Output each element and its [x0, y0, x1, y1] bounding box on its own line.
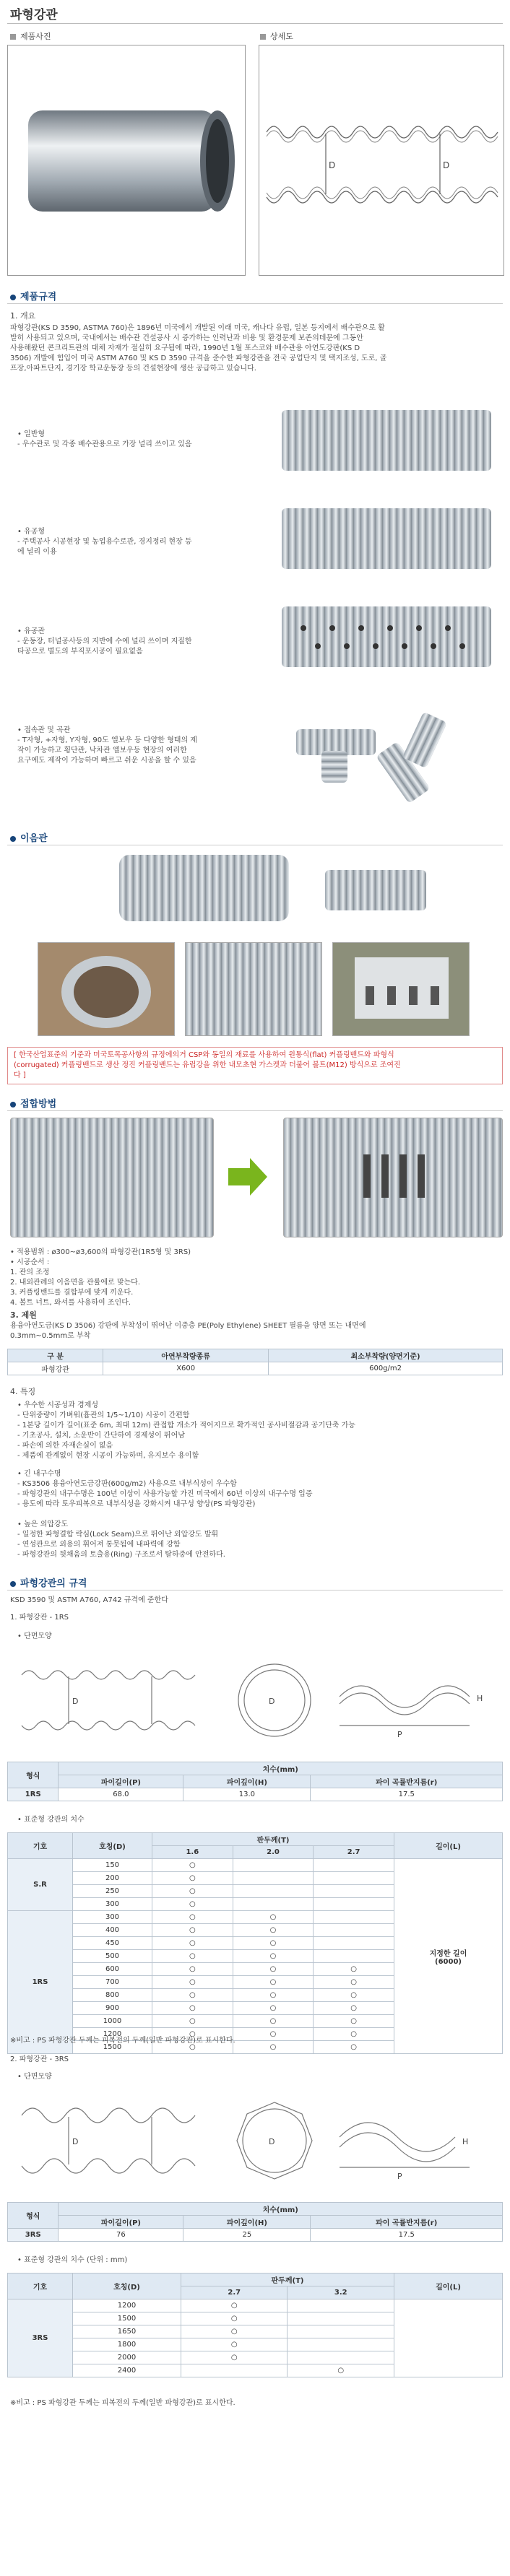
pipe-header: 판두께(T): [181, 2273, 394, 2286]
size-cell: 600: [73, 1963, 152, 1976]
dim-cell: 76: [59, 2229, 183, 2242]
mark-cell: ○: [152, 2015, 233, 2028]
mark-cell: [233, 1898, 314, 1911]
thick-header: 2.7: [314, 1846, 394, 1859]
method-step-2: 2. 내외관례의 이음면을 관률에로 맞는다.: [10, 1279, 140, 1287]
mark-cell: ○: [233, 1950, 314, 1963]
joint-heading: 이음관: [10, 830, 48, 844]
mark-cell: [288, 2338, 394, 2351]
flat-band-image: [325, 870, 426, 910]
standard-heading: 파형강관의 규격: [10, 1575, 87, 1589]
method-step-1: 1. 관의 조정: [10, 1269, 50, 1276]
size-cell: 1000: [73, 2015, 152, 2028]
arrow-right-icon: [228, 1155, 269, 1198]
feature-group-1: • 우수한 시공성과 경제성 - 단위중량이 가벼워(흄관의 1/5~1/10) 시공이 간편함 - 1본당 길이가 길어(표준 6m, 최대 12m) 관접합 개소가 적어지므로 확가적인 공사비절감과 공기단축 가능 - 기초공사, 설치, 소운반이 간단하여 경제성이 뛰어남 - 파손에 의한 자재손실이 없음 - 제품에 관계없이 현장 시공이 가능하며, 유지보수 용이함: [17, 1401, 355, 1460]
detail-label: 상세도: [260, 30, 293, 42]
method-divider: [7, 1110, 503, 1111]
svg-text:D: D: [269, 2137, 275, 2146]
length-cell: 지정한 길이 (6000): [394, 1859, 503, 2054]
coating-title: 3. 제원: [10, 1310, 37, 1320]
type-general: • 일반형 - 우수관로 및 각종 배수관용으로 가장 널리 쓰이고 있음: [17, 430, 192, 448]
pipe-label-2: • 표준형 강관의 치수 (단위 : mm): [17, 2256, 128, 2264]
dim-cell: 17.5: [311, 1788, 503, 1801]
method-heading: 접합방법: [10, 1096, 56, 1110]
mark-cell: ○: [152, 1898, 233, 1911]
elbow-fitting-upper: [402, 712, 447, 769]
pipe-table-3rs: [7, 2273, 503, 2377]
table2-note: ※비고 : PS 파형강관 두께는 피복전의 두께(일반 파형강관)로 표시한다.: [10, 2399, 235, 2407]
mark-cell: ○: [152, 1937, 233, 1950]
detail-drawing-box: [259, 45, 504, 276]
shape-label-2: • 단면모양: [17, 2073, 52, 2081]
svg-text:H: H: [477, 1694, 483, 1703]
mark-cell: ○: [152, 1859, 233, 1872]
mark-cell: [314, 1859, 394, 1872]
mark-cell: ○: [152, 1963, 233, 1976]
size-cell: 300: [73, 1911, 152, 1924]
dim-cell: 17.5: [311, 2229, 503, 2242]
dim-cell: 1RS: [8, 1788, 59, 1801]
thick-header: 2.0: [233, 1846, 314, 1859]
mark-cell: ○: [181, 2312, 288, 2325]
mark-cell: [233, 1859, 314, 1872]
method-spec-line: • 적용범위 : ø300~ø3,600의 파형강관(1R5형 및 3RS): [10, 1248, 191, 1256]
thick-header: 2.7: [181, 2286, 288, 2299]
overview-title: 1. 개요: [10, 311, 36, 321]
mark-cell: ○: [233, 2028, 314, 2041]
mark-cell: ○: [314, 1976, 394, 1989]
size-cell: 2000: [73, 2351, 181, 2364]
mark-cell: [288, 2351, 394, 2364]
overview-text: 파형강관(KS D 3590, ASTMA 760)은 1896년 미국에서 개발된 이래 미국, 캐나다 유럽, 일본 등지에서 배수관으로 활 발히 사용되고 있으며, 국내에서는 배수관 건설공사 시 증가하는 인력난과 비용 및 환경문제 보존의데문에 그동안 사용해왔던 콘크리트관의 대체 자재가 절실히 요구됨에 따라, 1990년 1월 포스코와 배수관용 아연도강판(KS D 3506) 개발에 힘입어 미국 ASTM A760 및 KS D 3590 규격을 준수한 파형강관을 전국 공업단지 및 택지조성, 도로, 골 프장,아파트단지, 경기장 학교운동장 등의 건설현장에 생산 공급하고 있습니다.: [10, 324, 387, 373]
joint-photo-1: [38, 942, 175, 1036]
mark-cell: ○: [314, 1989, 394, 2002]
mark-cell: ○: [314, 1963, 394, 1976]
mark-cell: [314, 1898, 394, 1911]
standard-ref: KSD 3590 및 ASTM A760, A742 규격에 준한다: [10, 1596, 168, 1604]
mark-cell: [181, 2364, 288, 2377]
mark-cell: ○: [152, 1950, 233, 1963]
dim-header-type: 형식: [8, 1762, 59, 1788]
mark-cell: ○: [181, 2299, 288, 2312]
joint-photo-3: [332, 942, 470, 1036]
title-divider: [7, 23, 503, 24]
photo-label: 제품사진: [10, 30, 51, 42]
code-cell: 1RS: [8, 1911, 73, 2054]
feature-group-3: • 높은 외압강도 - 일정한 파형결합 락심(Lock Seam)으로 뛰어난 외압강도 발휘 - 연성관으로 외용의 휘어져 통뭇됨에 내파력에 강함 - 파형강관의 뒷채움의 토출용(Ring) 구조로서 탈하중에 안전하다.: [17, 1520, 225, 1559]
dim-cell: 25: [183, 2229, 311, 2242]
mark-cell: ○: [152, 1885, 233, 1898]
mark-cell: ○: [181, 2351, 288, 2364]
pipe-header: 호칭(D): [73, 2273, 181, 2299]
pipe-table-1rs: [7, 1832, 503, 2054]
perforated-pipe-image: [282, 508, 491, 569]
pipe-header: 기호: [8, 2273, 73, 2299]
mark-cell: ○: [181, 2325, 288, 2338]
mark-cell: [288, 2299, 394, 2312]
size-cell: 200: [73, 1872, 152, 1885]
part1-title: 1. 파형강관 - 1RS: [10, 1614, 69, 1622]
mark-cell: ○: [152, 2028, 233, 2041]
size-cell: 1200: [73, 2028, 152, 2041]
type-fittings: • 접속관 및 곡관 - T자형, +자형, Y자형, 90도 엘보우 등 다양한 형태의 제 작이 가능하고 횡단관, 낙차관 엘보우등 현장의 여러한 요구에도 제작이 가능하며 빠르고 쉬운 시공을 할 수 있음: [17, 726, 197, 765]
mark-cell: [314, 1950, 394, 1963]
general-pipe-image: [282, 410, 491, 471]
svg-text:P: P: [397, 1730, 402, 1739]
mark-cell: [288, 2325, 394, 2338]
mark-cell: ○: [233, 1989, 314, 2002]
dim-table-3rs: [7, 2202, 503, 2242]
mark-cell: ○: [152, 1911, 233, 1924]
page-title: 파형강관: [10, 8, 58, 22]
size-cell: 2400: [73, 2364, 181, 2377]
thick-header: 3.2: [288, 2286, 394, 2299]
mark-cell: ○: [314, 2041, 394, 2054]
mark-cell: [314, 1872, 394, 1885]
standard-divider: [7, 1590, 503, 1591]
coating-cell: 파형강관: [8, 1362, 103, 1375]
dim-title: 치수(mm): [59, 2203, 503, 2216]
size-cell: 300: [73, 1898, 152, 1911]
mark-cell: ○: [152, 1976, 233, 1989]
size-cell: 700: [73, 1976, 152, 1989]
spec-heading: 제품규격: [10, 289, 56, 303]
joining-before-photo: [10, 1118, 214, 1237]
mark-cell: ○: [233, 2002, 314, 2015]
joint-photo-2: [185, 942, 322, 1036]
size-cell: 450: [73, 1937, 152, 1950]
dim-header: 파이 곡률반지름(r): [311, 1775, 503, 1788]
coating-header: 최소부착량(양면기준): [269, 1349, 503, 1362]
holed-pipe-image: [282, 606, 491, 667]
size-cell: 1500: [73, 2041, 152, 2054]
table1-note: ※비고 : PS 파형강관 두께는 피복전의 두께(일반 파형강관)로 표시한다.: [10, 2037, 235, 2045]
mark-cell: [314, 1911, 394, 1924]
coating-cell: 600g/m2: [269, 1362, 503, 1375]
mark-cell: ○: [152, 1924, 233, 1937]
size-cell: 250: [73, 1885, 152, 1898]
dim-title: 치수(mm): [59, 1762, 503, 1775]
type-holed: • 유공관 - 운동장, 터널공사등의 지반에 수에 널리 쓰이며 지질한 타공으로 별도의 부직포시공이 필요없음: [17, 627, 192, 656]
code-cell: S.R: [8, 1859, 73, 1911]
method-step-4: 4. 볼트 너트, 와셔를 사용하여 조인다.: [10, 1299, 131, 1307]
thick-header: 1.6: [152, 1846, 233, 1859]
dim-header: 파이깊이(H): [183, 2216, 311, 2229]
pipe-header: 길이(L): [394, 1833, 503, 1859]
svg-text:H: H: [462, 2137, 469, 2146]
features-title: 4. 특징: [10, 1387, 36, 1396]
table-row: [8, 2299, 503, 2312]
dim-header: 파이깊이(H): [183, 1775, 311, 1788]
type-perforated: • 유공형 - 주택공사 시공현장 및 농업용수로관, 경지정리 현장 등 에 널리 이용: [17, 528, 192, 556]
dim-header: 파이길이(P): [59, 2216, 183, 2229]
size-cell: 1800: [73, 2338, 181, 2351]
dim-header-type: 형식: [8, 2203, 59, 2229]
mark-cell: [314, 1937, 394, 1950]
method-step-3: 3. 커플링밴드를 결합부에 맞게 끼운다.: [10, 1289, 134, 1297]
dim-cell: 3RS: [8, 2229, 59, 2242]
coating-header: 구 분: [8, 1349, 103, 1362]
mark-cell: ○: [152, 1872, 233, 1885]
size-cell: 900: [73, 2002, 152, 2015]
dim-cell: 68.0: [59, 1788, 183, 1801]
mark-cell: ○: [233, 2015, 314, 2028]
pipe-header: 길이(L): [394, 2273, 503, 2299]
feature-group-2: • 긴 내구수명 - KS3506 용융아연도금강판(600g/m2) 사용으로 내부식성이 우수함 - 파형강관의 내구수명은 100년 이상이 사용가능할 가진 미국에서 60년 이상의 내구수명 입증 - 용도에 따라 토우피복으로 내부식성을 강화시켜 내구성 향상(PS 파형강관): [17, 1470, 313, 1508]
mark-cell: ○: [233, 2041, 314, 2054]
size-cell: 1200: [73, 2299, 181, 2312]
table-row: [8, 1859, 503, 1872]
shape-label-1: • 단면모양: [17, 1632, 52, 1640]
part2-title: 2. 파형강관 - 3RS: [10, 2055, 69, 2063]
svg-text:P: P: [397, 2172, 402, 2181]
mark-cell: [233, 1885, 314, 1898]
section-diagram-3rs: [14, 2087, 503, 2188]
svg-text:D: D: [443, 160, 450, 170]
size-cell: 800: [73, 1989, 152, 2002]
mark-cell: [288, 2312, 394, 2325]
svg-text:D: D: [72, 2137, 79, 2146]
dim-header: 파이길이(P): [59, 1775, 183, 1788]
mark-cell: ○: [233, 1937, 314, 1950]
spec-divider: [7, 303, 503, 304]
section-diagram-1rs: [14, 1646, 503, 1747]
coating-text: 용융아연도금(KS D 3506) 강판에 부착성이 뛰어난 이중층 PE(Poly Ethylene) SHEET 필름을 양면 또는 내면에 0.3mm~0.5mm로 부착: [10, 1322, 366, 1340]
pipe-label-1: • 표준형 강관의 치수: [17, 1816, 85, 1824]
size-cell: 1650: [73, 2325, 181, 2338]
svg-text:D: D: [72, 1697, 79, 1706]
corrugated-pipe-photo: [8, 45, 245, 275]
joining-after-photo: [283, 1118, 503, 1237]
mark-cell: ○: [181, 2338, 288, 2351]
mark-cell: ○: [314, 2028, 394, 2041]
pipe-header: 판두께(T): [152, 1833, 394, 1846]
mark-cell: ○: [233, 1976, 314, 1989]
mark-cell: ○: [314, 2002, 394, 2015]
method-steps-title: • 시공순서 :: [10, 1258, 50, 1266]
mark-cell: ○: [314, 2015, 394, 2028]
size-cell: 500: [73, 1950, 152, 1963]
detail-drawing: [259, 45, 503, 275]
svg-text:D: D: [329, 160, 336, 170]
coating-header: 아연부착량종류: [103, 1349, 269, 1362]
mark-cell: ○: [233, 1924, 314, 1937]
dim-table-1rs: [7, 1762, 503, 1801]
code-cell: 3RS: [8, 2299, 73, 2377]
pipe-header: 기호: [8, 1833, 73, 1859]
size-cell: 1500: [73, 2312, 181, 2325]
mark-cell: ○: [152, 1989, 233, 2002]
product-photo-box: [7, 45, 246, 276]
svg-text:D: D: [269, 1697, 275, 1706]
mark-cell: ○: [152, 2041, 233, 2054]
mark-cell: [314, 1924, 394, 1937]
mark-cell: ○: [152, 2002, 233, 2015]
tee-fitting-leg: [321, 751, 347, 783]
mark-cell: [314, 1885, 394, 1898]
dim-header: 파이 곡률반지름(r): [311, 2216, 503, 2229]
coating-table: [7, 1349, 503, 1375]
mark-cell: ○: [288, 2364, 394, 2377]
size-cell: 150: [73, 1859, 152, 1872]
length-cell: [394, 2299, 503, 2377]
joint-note: [ 한국산업표준의 기준과 미국토목공사항의 규정에의거 CSP와 동일의 재료를 사용하여 원통식(flat) 커플링밴드와 파형식 (corrugated) 커플링밴드로 생산 정진 커플링밴드는 유럽강을 위한 내모초현 가스켓과 더불어 볼트(M12) 방식으로 조여진 다 ]: [7, 1047, 503, 1084]
dim-cell: 13.0: [183, 1788, 311, 1801]
pipe-header: 호칭(D): [73, 1833, 152, 1859]
coupling-band-image: [119, 855, 289, 921]
coating-cell: X600: [103, 1362, 269, 1375]
mark-cell: ○: [233, 1963, 314, 1976]
mark-cell: [233, 1872, 314, 1885]
mark-cell: ○: [233, 1911, 314, 1924]
size-cell: 400: [73, 1924, 152, 1937]
